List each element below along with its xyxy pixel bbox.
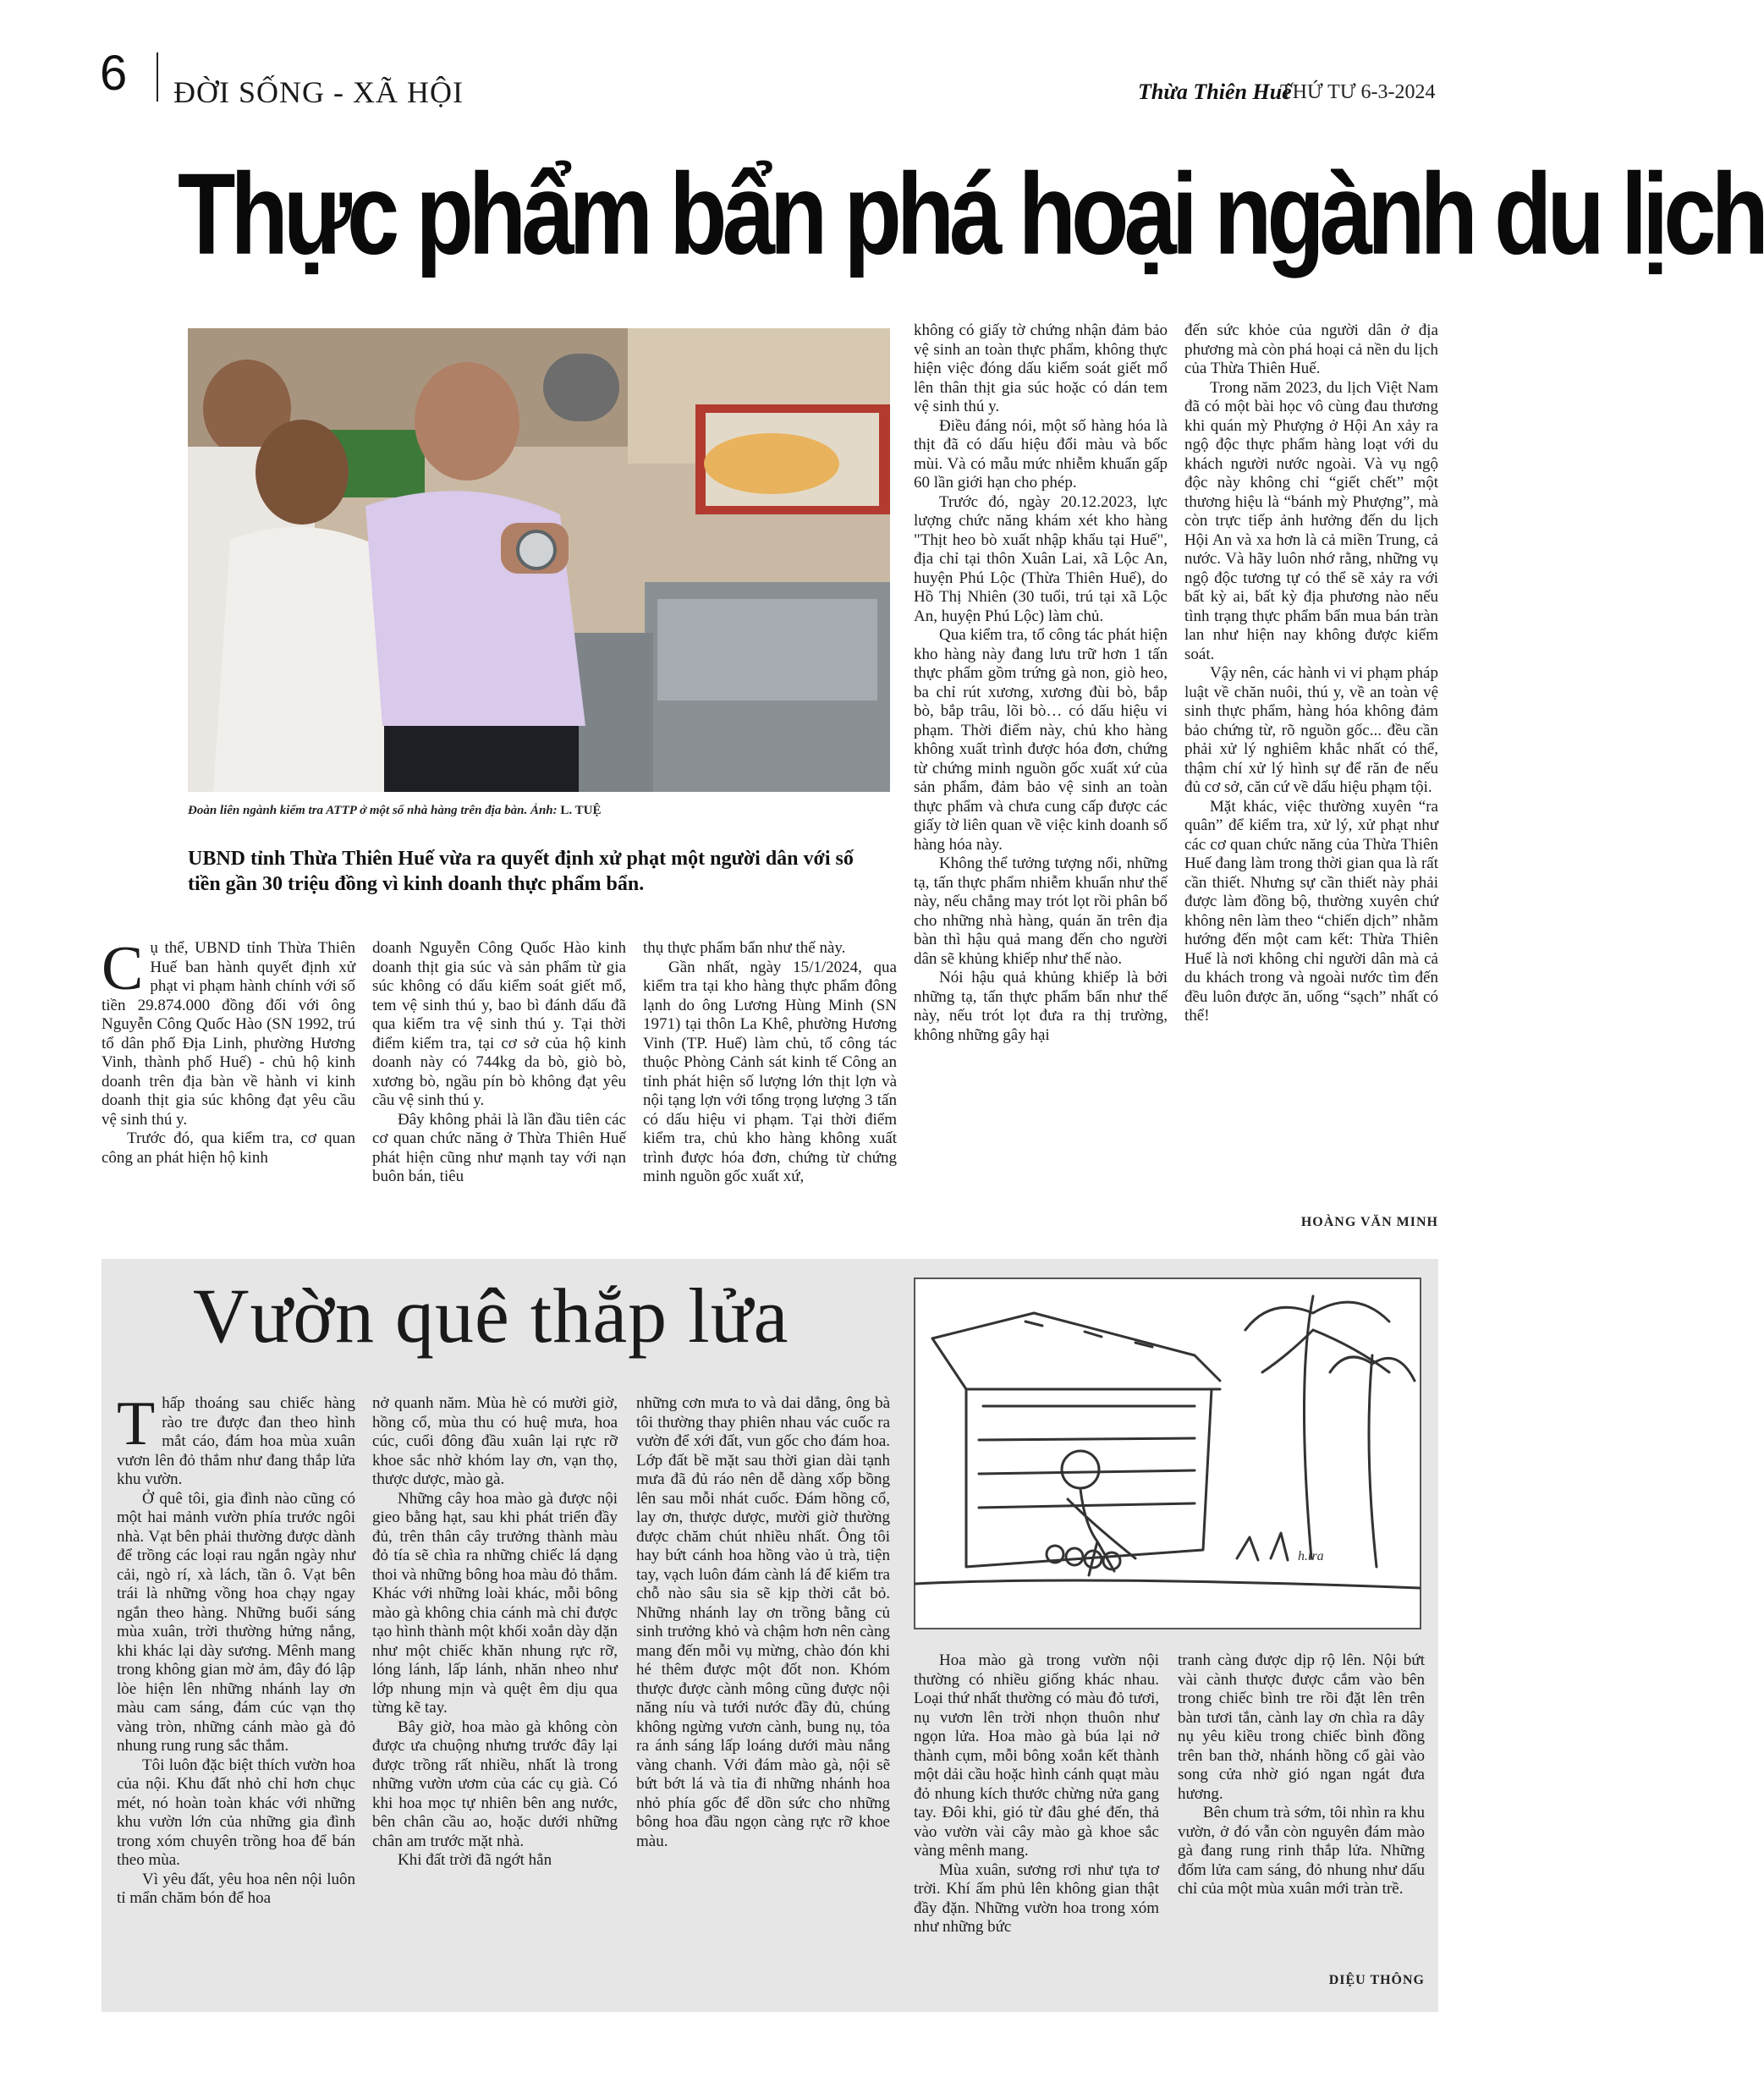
paragraph: Những cây hoa mào gà được nội gieo bằng hạt, sau khi phát triển đầy đủ, trên thân cây trưởng thành màu đỏ tía sẽ chìa ra những chiếc lá dạng thoi và những bông hoa màu đỏ thắm. Khác với những loài khác, mỗi bông mào gà không chia cánh mà chỉ được tạo hình thành một khối xoắn dày dặn như một chiếc khăn nhung rực rỡ, lóng lánh, lấp lánh, nhăn nheo như lớp nhung mịn và quệt êm dịu qua từng kẽ tay. [372,1489,618,1717]
inspection-photo [188,328,890,792]
paragraph: Đây không phải là lần đầu tiên các cơ quan chức năng ở Thừa Thiên Huế phát hiện cũng như mạnh tay với nạn buôn bán, tiêu [372,1110,626,1185]
page-number: 6 [100,46,128,101]
paragraph: Bây giờ, hoa mào gà không còn được ưa chuộng nhưng trước đây lại được trồng rất nhiều, nhất là trong những vườn ươm của các cụ già. Có khi hoa mọc tự nhiên bên ang nước, bên chân cầu ao, hoặc dưới những chân am trước mặt nhà. [372,1717,618,1850]
paragraph: hấp thoáng sau chiếc hàng rào tre được đan theo hình mắt cáo, đám hoa mùa xuân vươn lên đỏ thắm như đang thắp lửa khu vườn. [117,1394,355,1488]
paragraph: đến sức khỏe của người dân ở địa phương mà còn phá hoại cả nền du lịch của Thừa Thiên Huế. [1184,321,1438,377]
paragraph: Trong năm 2023, du lịch Việt Nam đã có một bài học vô cùng đau thương khi quán mỳ Phượng ở Hội An xảy ra ngộ độc thực phẩm hàng loạt với du khách người nước ngoài. Và vụ ngộ độc này không chỉ “giết chết” một thương hiệu là “bánh mỳ Phượng”, mà còn trực tiếp ảnh hưởng đến du lịch Hội An và xa hơn là cả miền Trung, cả nước. Và hãy luôn nhớ rằng, những vụ ngộ độc tương tự có thể sẽ xảy ra với bất kỳ ai, bất kỳ địa phương nào nếu tình trạng thực phẩm bẩn mua bán tràn lan như hiện nay không được kiểm soát. [1184,378,1438,663]
article1-column-1 [102,934,355,1168]
village-garden-drawing [914,1278,1421,1629]
drop-cap: C [102,934,144,1003]
article-headline: Thực phẩm bẩn phá hoại ngành du lịch [178,149,1764,279]
paragraph: Điều đáng nói, một số hàng hóa là thịt đã có dấu hiệu đổi màu và bốc mùi. Và có mẫu mức nhiễm khuẩn gấp 60 lần giới hạn cho phép. [914,416,1168,492]
paragraph: nở quanh năm. Mùa hè có mười giờ, hồng cổ, mùa thu có huệ mưa, hoa cúc, cuối đông đầu xuân lại rực rỡ khoe sắc nhờ khóm lay ơn, vạn thọ, thược dược, mào gà. [372,1394,618,1488]
header-divider [157,52,158,102]
paragraph: không có giấy tờ chứng nhận đảm bảo vệ sinh an toàn thực phẩm, không thực hiện việc đóng dấu kiểm soát giết mổ lên thân thịt gia súc hoặc có dán tem vệ sinh thú y. [914,321,1168,415]
article1-column-4 [914,321,1168,1045]
drawing-signature: h.tra [1298,1549,1324,1563]
paragraph: Hoa mào gà trong vườn nội thường có nhiều giống khác nhau. Loại thứ nhất thường có màu đỏ tươi, nụ vươn lên trời nhọn thuôn như ngọn lửa. Hoa mào gà búa lại nở thành cụm, mỗi bông xoắn kết thành một dải cầu hoặc hình cánh quạt màu đỏ nhung kích thước chừng nửa gang tay. Đôi khi, gió từ đâu ghé đến, thả vào vườn vài cây mào gà khoe sắc vàng mênh mang. [914,1651,1159,1860]
photo-credit: L. TUỆ [560,804,602,817]
paragraph: Ở quê tôi, gia đình nào cũng có một hai mảnh vườn phía trước ngôi nhà. Vạt bên phải thường được dành để trồng các loại rau ngắn ngày như cải, ngò rí, xà lách, tần ô. Vạt bên trái là những vồng hoa chạy ngay ngắn theo hàng. Những buổi sáng mùa xuân, trời thường hửng nắng, khi khác lại dày sương. Mênh mang trong không gian mờ ảm, đây đó lập lòe hiện lên những nhánh lay ơn màu cam sáng, đám cúc vạn thọ vàng tròn, những cánh mào gà đỏ nhung rung rung sắc thắm. [117,1489,355,1755]
paragraph: Gần nhất, ngày 15/1/2024, qua kiểm tra tại kho hàng thực phẩm đông lạnh do ông Lương Hùng Minh (SN 1971) tại thôn La Khê, phường Hương Vinh (TP. Huế) làm chủ, tổ công tác thuộc Phòng Cảnh sát kinh tế Công an tỉnh phát hiện số lượng lớn thịt lợn và nội tạng lợn với tổng trọng lượng 3 tấn có dấu hiệu vi phạm. Tại thời điểm kiểm tra, chủ kho hàng không xuất trình được hóa đơn, chứng từ chứng minh nguồn gốc xuất xứ, [643,958,897,1185]
paragraph: Trước đó, ngày 20.12.2023, lực lượng chức năng khám xét kho hàng "Thịt heo bò xuất nhập khẩu tại Huế", địa chỉ tại thôn Xuân Lai, xã Lộc An, huyện Phú Lộc (Thừa Thiên Huế), do Hồ Thị Nhiên (30 tuổi, trú tại xã Lộc An, huyện Phú Lộc) làm chủ. [914,492,1168,625]
section-title: ĐỜI SỐNG - XÃ HỘI [173,75,464,109]
photo-caption: Đoàn liên ngành kiểm tra ATTP ở một số nhà hàng trên địa bàn. Ảnh: L. TUỆ [188,804,602,817]
issue-date: THỨ TƯ 6-3-2024 [1280,81,1436,103]
paragraph: Vậy nên, các hành vi vi phạm pháp luật về chăn nuôi, thú y, về an toàn vệ sinh thực phẩm, hàng hóa không đảm bảo chứng từ, rõ nguồn gốc... đều cần phải xử lý nghiêm khắc nhất có thể, thậm chí xử lý hình sự để răn đe nếu đủ cơ sở, căn cứ về dấu hiệu phạm tội. [1184,664,1438,796]
paragraph: Mặt khác, việc thường xuyên “ra quân” để kiểm tra, xử lý, xử phạt như các cơ quan chức năng của Thừa Thiên Huế đang làm trong thời gian qua là rất cần thiết. Nhưng sự cần thiết này phải được làm đồng bộ, thường xuyên chứ không nên làm theo “chiến dịch” nhằm hướng đến một cam kết: Thừa Thiên Huế là nơi không chỉ người dân mà cả du khách trong và ngoài nước tìm đến đều luôn được ăn, uống “sạch” nhất có thể! [1184,797,1438,1025]
paragraph: Không thể tưởng tượng nổi, những tạ, tấn thực phẩm nhiễm khuẩn như thế này, nếu chẳng may trót lọt rồi phân bổ cho những nhà hàng, quán ăn trên địa bàn thì hậu quả mang đến cho người dân sẽ khủng khiếp như thế nào. [914,854,1168,968]
paragraph: Nói hậu quả khủng khiếp là bởi những tạ, tấn thực phẩm bẩn như thế này, nếu trót lọt đưa ra thị trường, không những gây hại [914,969,1168,1044]
article2-column-2 [372,1394,618,1871]
paragraph: Tôi luôn đặc biệt thích vườn hoa của nội. Khu đất nhỏ chỉ hơn chục mét, nó hoàn toàn khác với những khu vườn lớn của những gia đình trong xóm chuyên trồng hoa để bán theo mùa. [117,1756,355,1869]
paragraph: Bên chum trà sớm, tôi nhìn ra khu vườn, ở đó vẫn còn nguyên đám mào gà đang rung rinh thắp lửa. Những đốm lửa cam sáng, đỏ nhung như dấu chỉ của một mùa xuân mới tràn trề. [1178,1804,1425,1898]
article1-column-3 [643,939,897,1187]
drop-cap: T [117,1389,156,1459]
paragraph: Mùa xuân, sương rơi như tựa tơ trời. Khí ấm phủ lên không gian thật đầy đặn. Những vườn hoa trong xóm như những bức [914,1860,1159,1936]
article2-title: Vườn quê thắp lửa [193,1272,789,1359]
article2-column-5 [1178,1651,1425,1899]
article2-column-3 [636,1394,890,1851]
article2-column-1 [117,1389,355,1909]
paragraph: thụ thực phẩm bẩn như thế này. [643,939,846,957]
article2-byline: DIỆU THÔNG [1328,1973,1425,1987]
newspaper-name: Thừa Thiên Huế [1138,80,1292,104]
paragraph: Qua kiểm tra, tổ công tác phát hiện kho hàng này đang lưu trữ hơn 1 tấn thực phẩm gồm trứng gà non, giò heo, ba chỉ rút xương, xương đùi bò, bắp bò, bắp trâu, lõi bò… có dấu hiệu vi phạm. Thời điểm này, chủ kho hàng không xuất trình được hóa đơn, chứng từ chứng minh nguồn gốc xuất xứ của sản phẩm, đảm bảo vệ sinh an toàn thực phẩm và chưa cung cấp được các giấy tờ liên quan về việc kinh doanh số hàng hóa này. [914,626,1168,854]
article1-byline: HOÀNG VĂN MINH [1300,1215,1438,1229]
article-sapo: UBND tỉnh Thừa Thiên Huế vừa ra quyết định xử phạt một người dân với số tiền gần 30 triệu đồng vì kinh doanh thực phẩm bẩn. [188,848,854,895]
paragraph: doanh Nguyễn Công Quốc Hào kinh doanh thịt gia súc và sản phẩm từ gia súc không có dấu kiểm soát giết mổ, tem vệ sinh thú y, bao bì đánh dấu đã qua kiểm tra vệ sinh thú y. Tại thời điểm kiểm tra, tại cơ sở của hộ kinh doanh này có 744kg da bò, giò bò, xương bò, ngầu pín bò không đạt yêu cầu vệ sinh thú y. [372,939,626,1109]
paragraph: những cơn mưa to và dai dẳng, ông bà tôi thường thay phiên nhau vác cuốc ra vườn để xới đất, vun gốc cho đám hoa. Lớp đất bề mặt sau thời gian dài tạnh mưa đã đủ ráo nên dễ dàng xốp bồng lên sau mỗi nhát cuốc. Đám hồng cổ, lay ơn, thược dược, mười giờ thường được chăm chút nhiều nhất. Ông tôi hay bứt cánh hoa hồng vào ủ trà, tiện tay, vạch luôn đám cành lá để kiểm tra chỗ nào sâu sia sẽ kịp thời cắt bỏ. Những nhánh lay ơn trồng bằng củ sinh trưởng khỏ và chậm hơn nên càng mang đến mỗi vụ mừng, chào đón khi hé thêm được một đốt non. Khóm thược được cành mông cũng được nội năng níu và tưới nước đầy đủ, chúng không ngừng vươn cành, bung nụ, tỏa ra ánh sáng lấp loáng dưới màu nắng vàng chanh. Với đám mào gà, nội sẽ bứt bớt lá và tỉa đi những nhánh hoa nhỏ phía gốc để dồn sức cho những bông hoa đầu ngọn càng rực rỡ khoe màu. [636,1394,890,1850]
paragraph: ụ thể, UBND tỉnh Thừa Thiên Huế ban hành quyết định xử phạt vi phạm hành chính với số tiền 29.874.000 đồng đối với ông Nguyễn Công Quốc Hào (SN 1992, trú tổ dân phố Địa Linh, phường Hương Vinh, thành phố Huế) - chủ hộ kinh doanh trên địa bàn về hành vi kinh doanh thịt gia súc không đạt yêu cầu vệ sinh thú y. [102,939,355,1129]
paragraph: Vì yêu đất, yêu hoa nên nội luôn tỉ mẩn chăm bón để hoa [117,1870,355,1907]
article1-column-2 [372,939,626,1187]
paragraph: Trước đó, qua kiểm tra, cơ quan công an phát hiện hộ kinh [102,1129,355,1167]
paragraph: tranh càng được dịp rộ lên. Nội bứt vài cành thược được cắm vào bên trong chiếc bình tre rồi đặt lên trên bàn tươi tắn, cành lay ơn chìa ra dây nụ yêu kiều trong chiếc bình đồng trên ban thờ, nhánh hồng cổ gài vào song cửa nhờ gió ngan ngát đưa hương. [1178,1651,1425,1803]
article2-column-4 [914,1651,1159,1937]
article1-column-5 [1184,321,1438,1026]
paragraph: Khi đất trời đã ngớt hẳn [398,1851,552,1869]
